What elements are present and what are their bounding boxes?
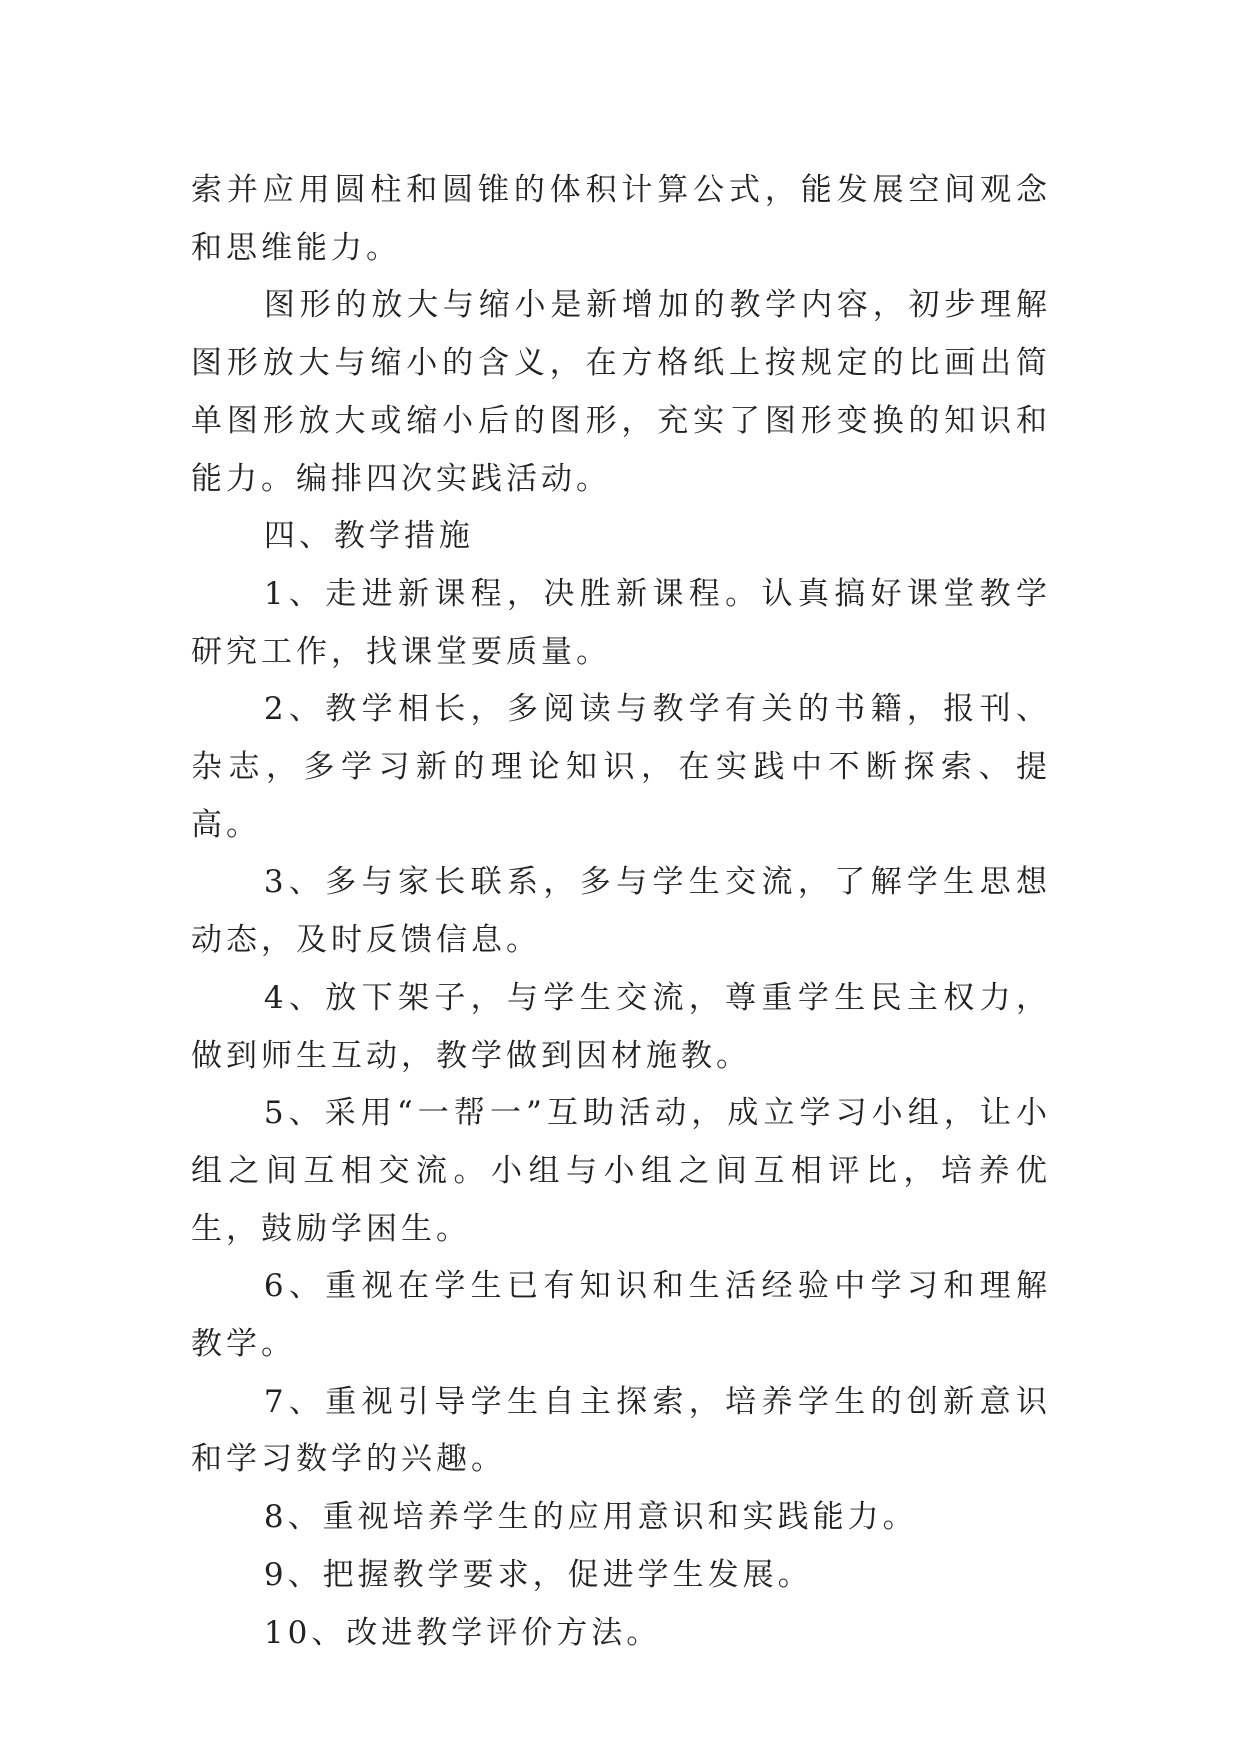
measure-item-4: 4、放下架子，与学生交流，尊重学生民主权力，做到师生互动，教学做到因材施教。 [191, 979, 1051, 1074]
measure-item-3: 3、多与家长联系，多与学生交流，了解学生思想动态，及时反馈信息。 [191, 864, 1051, 959]
measure-item-6: 6、重视在学生已有知识和生活经验中学习和理解教学。 [191, 1268, 1051, 1363]
measure-item-7: 7、重视引导学生自主探索，培养学生的创新意识和学习数学的兴趣。 [191, 1383, 1051, 1478]
paragraph-figure-scaling: 图形的放大与缩小是新增加的教学内容，初步理解图形放大与缩小的含义，在方格纸上按规定的比画出简单图形放大或缩小后的图形，充实了图形变换的知识和能力。编排四次实践活动。 [191, 287, 1051, 497]
measure-item-8: 8、重视培养学生的应用意识和实践能力。 [263, 1499, 918, 1536]
document-page [191, 162, 1051, 1662]
measure-item-1: 1、走进新课程，决胜新课程。认真搞好课堂教学研究工作，找课堂要质量。 [191, 575, 1051, 670]
measure-item-9: 9、把握教学要求，促进学生发展。 [263, 1556, 813, 1593]
paragraph-continued-text: 索并应用圆柱和圆锥的体积计算公式，能发展空间观念和思维能力。 [191, 172, 1051, 266]
measure-item-2: 2、教学相长，多阅读与教学有关的书籍，报刊、杂志，多学习新的理论知识，在实践中不断探索、提高。 [191, 691, 1051, 843]
measure-item-5: 5、采用“一帮一”互助活动，成立学习小组，让小组之间互相交流。小组与小组之间互相评比，培养优生，鼓励学困生。 [191, 1095, 1051, 1247]
section-heading-teaching-measures: 四、教学措施 [263, 518, 474, 555]
measure-item-10: 10、改进教学评价方法。 [263, 1614, 662, 1651]
